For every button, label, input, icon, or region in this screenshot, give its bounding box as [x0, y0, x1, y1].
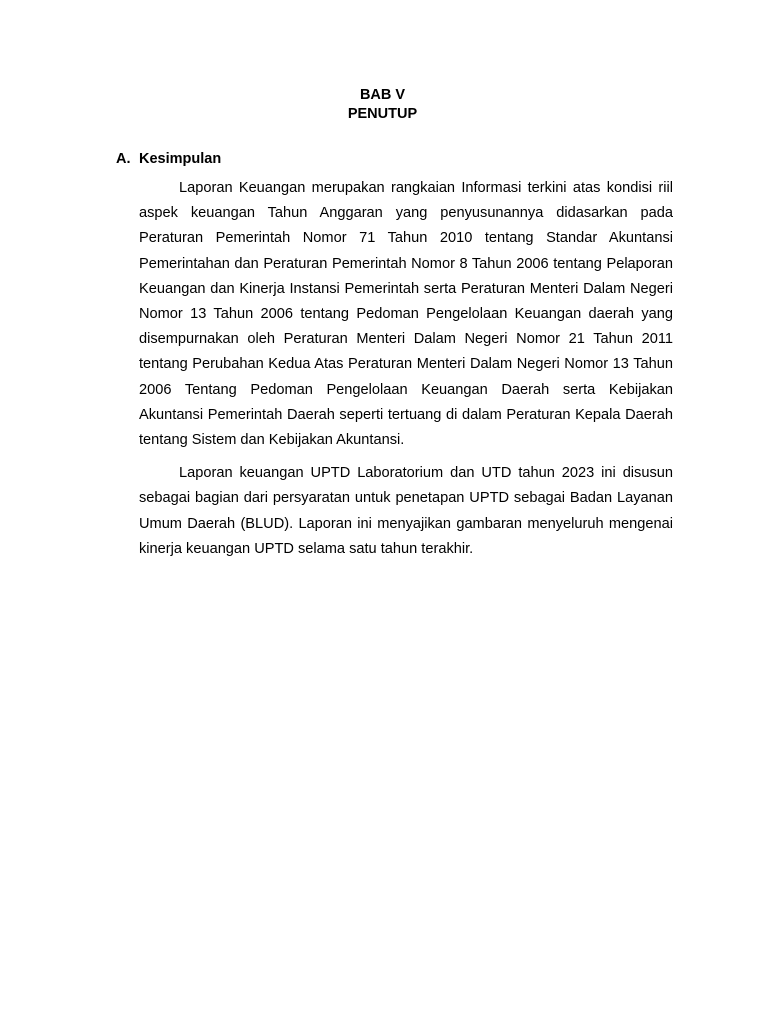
paragraph: Laporan keuangan UPTD Laboratorium dan UTD tahun 2023 ini disusun sebagai bagian dari persyaratan untuk penetapan UPTD sebagai Badan Layanan Umum Daerah (BLUD). Laporan ini menyajikan gambaran menyeluruh mengenai kinerja keuangan UPTD selama satu tahun terakhir.: [139, 465, 673, 557]
paragraph: Laporan Keuangan merupakan rangkaian Informasi terkini atas kondisi riil aspek keuangan Tahun Anggaran yang penyusunannya didasarkan pada Peraturan Pemerintah Nomor 71 Tahun 2010 tentang Standar Akuntansi Pemerintahan dan Peraturan Pemerintah Nomor 8 Tahun 2006 tentang Pelaporan Keuangan dan Kinerja Instansi Pemerintah serta Peraturan Menteri Dalam Negeri Nomor 13 Tahun 2006 tentang Pedoman Pengelolaan Keuangan daerah yang disempurnakan oleh Peraturan Menteri Dalam Negeri Nomor 21 Tahun 2011 tentang Perubahan Kedua Atas Peraturan Menteri Dalam Negeri Nomor 13 Tahun 2006 Tentang Pedoman Pengelolaan Keuangan Daerah serta Kebijakan Akuntansi Pemerintah Daerah seperti tertuang di dalam Peraturan Kepala Daerah tentang Sistem dan Kebijakan Akuntansi.: [139, 180, 673, 449]
chapter-number: BAB V: [359, 87, 406, 103]
section-heading: [116, 150, 221, 169]
section-body: [139, 176, 673, 570]
chapter-heading: [0, 86, 765, 124]
chapter-title: PENUTUP: [347, 106, 418, 122]
section-letter: A.: [116, 151, 131, 167]
section-title: Kesimpulan: [139, 151, 222, 167]
